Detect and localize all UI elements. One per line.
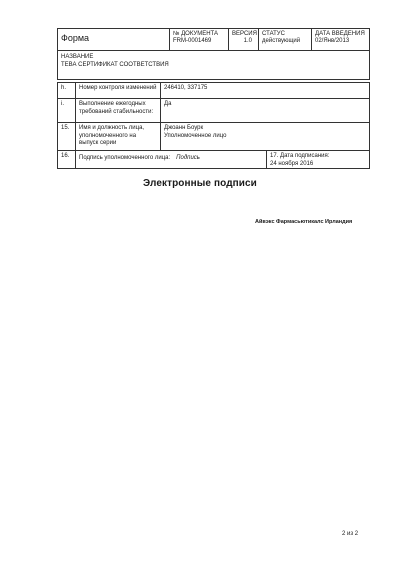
page-number: 2 из 2 bbox=[342, 531, 359, 537]
electronic-signatures-title: Электронные подписи bbox=[143, 178, 257, 189]
signature-row bbox=[58, 151, 369, 168]
doc-number-cell bbox=[170, 29, 229, 50]
certificate-table bbox=[57, 82, 370, 169]
company-name: Айвэкс Фармасьютикалс Ирландия bbox=[255, 219, 353, 225]
status-value: действующий bbox=[262, 38, 301, 44]
row-number: 16. bbox=[58, 151, 76, 168]
row-value bbox=[161, 123, 369, 150]
row-number: 15. bbox=[58, 123, 76, 150]
table-row bbox=[58, 83, 369, 99]
version-label: ВЕРСИЯ bbox=[232, 31, 257, 37]
row-number: i. bbox=[58, 99, 76, 122]
signature-label: Подпись уполномоченного лица: bbox=[79, 155, 171, 161]
row-label: Выполнение ежегодных требований стабильности: bbox=[76, 99, 161, 122]
status-cell bbox=[259, 29, 312, 50]
signing-date-label: 17. Дата подписания: bbox=[270, 153, 330, 159]
signature-cell bbox=[76, 151, 267, 168]
doc-number: FRM-0001469 bbox=[173, 38, 212, 44]
version-cell bbox=[229, 29, 259, 50]
intro-date-value: 02/Янв/2013 bbox=[315, 38, 350, 44]
intro-date-cell bbox=[312, 29, 369, 50]
version-value: 1.0 bbox=[243, 38, 252, 44]
name-label: НАЗВАНИЕ bbox=[61, 54, 94, 60]
table-row bbox=[58, 123, 369, 151]
row-label: Имя и должность лица, уполномоченного на выпуск серии bbox=[76, 123, 161, 150]
signing-date-cell bbox=[267, 151, 369, 168]
row-value: 246410, 337175 bbox=[164, 85, 208, 91]
header-name-row bbox=[58, 51, 369, 79]
row-value: Да bbox=[164, 101, 172, 107]
signing-date-value: 24 ноября 2016 bbox=[270, 160, 314, 167]
document-header bbox=[57, 28, 370, 80]
document-name: ТЕВА СЕРТИФИКАТ СООТВЕТСТВИЯ bbox=[61, 62, 169, 68]
form-label: Форма bbox=[58, 29, 170, 50]
person-name: Джоанн Боурк bbox=[164, 125, 204, 131]
header-top-row bbox=[58, 29, 369, 51]
row-label: Номер контроля изменений bbox=[76, 83, 161, 98]
doc-number-label: № ДОКУМЕНТА bbox=[173, 31, 219, 37]
signature-value: Подпись bbox=[176, 155, 200, 161]
row-number: h. bbox=[58, 83, 76, 98]
table-row bbox=[58, 99, 369, 123]
person-title: Уполномоченное лицо bbox=[164, 132, 227, 139]
status-label: СТАТУС bbox=[262, 31, 285, 37]
intro-date-label: ДАТА ВВЕДЕНИЯ bbox=[315, 31, 365, 37]
